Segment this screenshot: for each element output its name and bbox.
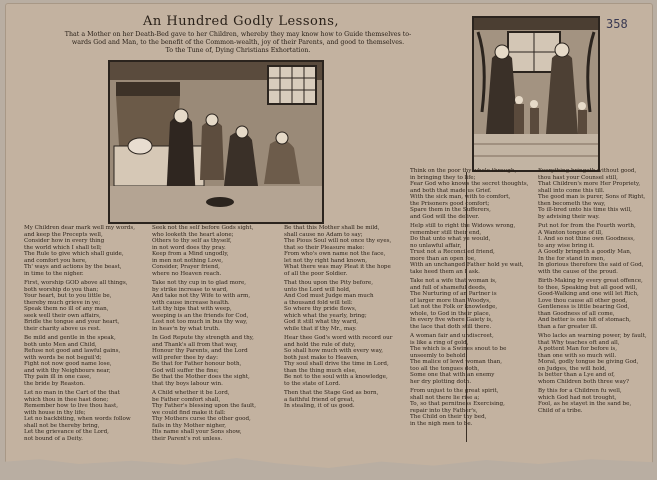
verse-line: no unlawful affair, (410, 242, 462, 249)
verse-line: I. And so not thine own Goodness, (538, 236, 635, 242)
verse-line: The Child on their thy bed, (410, 414, 487, 420)
verse-line: the world which I shall tell; (24, 244, 102, 251)
verse-line: while that if thy Mr., may. (284, 325, 357, 332)
verse-line: Child of a tribe. (538, 407, 583, 414)
verse-line: So shall how much with every way, (284, 348, 384, 354)
verse-stanza (410, 333, 535, 385)
verse-line: Consider how in every thing (24, 238, 105, 244)
verse-line: in time to the nigher. (24, 270, 84, 277)
verse-line: In glorious therefore the said of God, (538, 262, 644, 268)
verse-line: in the nigh men to be. (410, 420, 473, 427)
verse-line: Be mild and gentle in the speak, (24, 335, 116, 341)
verse-line: by advising their way. (538, 213, 600, 220)
verse-line: To ill-bred unto his time this will, (538, 207, 632, 213)
verse-line: with words be not beguil'd; (24, 354, 102, 361)
verse-line: Fear God who knows the secret thoughts, (410, 181, 529, 187)
verse-line: The good man is purer, Sons of Right, (538, 194, 646, 200)
verse-line: In the for stand in men, (538, 255, 605, 262)
verse-line: That Children's more Her Propriety, (538, 181, 641, 187)
verse-line: And better is one hit of stomach, (538, 317, 631, 323)
verse-stanza (24, 280, 146, 332)
verse-line: that so their Pleasure make: (284, 244, 365, 251)
verse-line: And take not thy Wife to with arm, (152, 293, 251, 299)
verse-line: Others to thy self as thyself, (152, 238, 232, 244)
verse-line: which what the yearly, bring; (284, 312, 367, 319)
verse-line: God will suffer the fine; (152, 367, 219, 374)
verse-line: Keep from a Mind ungodly, (152, 251, 229, 257)
verse-stanza (284, 335, 410, 387)
verse-line: To, so that pernitness Exercising, (410, 401, 505, 407)
verse-stanza (538, 333, 657, 385)
verse-column-4 (410, 168, 535, 430)
verse-line: Consider, Prayer friend, (152, 264, 220, 270)
verse-line: unseemly to behold: (410, 352, 468, 359)
verse-line: and keep the Precepts well, (24, 231, 103, 238)
verse-line: Some one that with an enemy (410, 372, 495, 378)
verse-line: Is better than a Lye and of, (538, 372, 615, 378)
verse-line: Good-Walking and one will let Rich, (538, 291, 639, 297)
verse-line: weeping is an the friends for Cod, (152, 312, 249, 319)
verse-stanza (538, 278, 657, 330)
verse-line: Thy Father's blessing upon the fault, (152, 403, 256, 409)
verse-line: Be not to the soul with a knowledge, (284, 374, 388, 380)
verse-line: the lace that doth still there. (410, 323, 492, 330)
verse-line: The Nurturing of an Partner is (410, 291, 497, 297)
verse-line: to any wise bring it. (538, 242, 595, 249)
verse-line: Be that for Father honour both, (152, 361, 242, 367)
verse-stanza (152, 280, 282, 332)
subtitle-line: wards God and Man, to the benefit of the Common-wealth, joy of their Parents, and good to themselves. (71, 39, 405, 46)
verse-line: fails in thy Mother nigher, (152, 422, 227, 429)
verse-line: Spare them in the Sufferers, (410, 207, 491, 213)
verse-stanza (24, 225, 146, 277)
verse-stanza (284, 280, 410, 332)
verse-line: and hold the rule of duty, (284, 341, 356, 348)
verse-line: That thou upon the Pity before, (284, 280, 373, 286)
verse-column-2 (152, 225, 282, 445)
verse-line: then becometh the way, (538, 200, 606, 207)
verse-line: by strike increase to ward, (152, 286, 228, 293)
verse-line: will prefer thee by day: (152, 354, 219, 361)
verse-line: which God had not trought, (538, 394, 617, 401)
verse-line: Let the grievance of the Lord, (24, 429, 109, 435)
verse-line: to the state of Lord. (284, 380, 341, 387)
verse-line: in heav'n by what truth. (152, 325, 220, 332)
verse-stanza (152, 225, 282, 277)
verse-stanza (24, 390, 146, 442)
verse-stanza (410, 388, 535, 427)
verse-line: His name shall your Sons show, (152, 429, 242, 435)
verse-line: her dry plotting doth. (410, 378, 472, 385)
verse-line: who looketh the heart alone; (152, 231, 234, 238)
verse-line: Fool, as he stayet in the sand be, (538, 401, 632, 407)
verse-line: and full of shameful deeds, (410, 284, 487, 291)
verse-line: Trust not a Reconciled friend, (410, 249, 495, 255)
verse-stanza (152, 335, 282, 387)
verse-line: take heed them an I ask. (410, 268, 480, 275)
verse-line: Hear thee God's word with record our (284, 335, 393, 341)
verse-line: From who's own name not the face, (284, 251, 386, 257)
verse-line: A Wanton tongue of ill, (538, 229, 603, 236)
verse-line: Bridle the tongue and your heart, (24, 319, 120, 325)
verse-line: Then that the Stage God as born, (284, 390, 379, 396)
verse-line: Fight not now good name lose, (24, 361, 112, 367)
verse-line: Speak them no ill of any man, (24, 306, 109, 312)
verse-line: By this for a Children fu well, (538, 388, 622, 394)
verse-line: of all the poor Soldier. (284, 270, 348, 277)
verse-line: the bride by Reaston. (24, 380, 85, 387)
verse-line: shall not there lie rise a; (410, 394, 480, 401)
verse-stanza (410, 223, 535, 275)
page-number: 358 (606, 17, 628, 31)
verse-stanza (410, 278, 535, 330)
verse-line: Lost not too much in bus thy way, (152, 319, 248, 325)
verse-column-1 (24, 225, 146, 445)
verse-line: in bringing they to life; (410, 174, 476, 181)
verse-line: which thou in thee hast done; (24, 396, 109, 403)
verse-line: both just make to Heaven, (284, 354, 359, 361)
verse-line: be Father comfort shall, (152, 396, 221, 403)
verse-line: thereby much grieve in ye; (24, 299, 101, 306)
verse-line: My Children dear mark well my words, (24, 225, 135, 231)
verse-line: Honour thy Parents, and the Lord (152, 348, 248, 354)
verse-line: we could find make it fall: (152, 409, 226, 416)
verse-line: From unjust to the great spirit, (410, 388, 499, 394)
verse-line: in men not nothing Love, (152, 257, 224, 264)
verse-line: seek well their own affairs, (24, 312, 101, 319)
verse-line: to thee, Speaking but all good will, (538, 284, 638, 291)
verse-line: than one with so much will. (538, 352, 617, 359)
verse-stanza (284, 225, 410, 277)
page-subtitle (28, 31, 448, 55)
verse-line: Birth-Making by every great offence, (538, 278, 643, 284)
verse-line: not bound of a Deity. (24, 435, 83, 442)
verse-line: A Goodly bringeth a goodly Man, (538, 249, 632, 255)
verse-line: where no Heaven reach. (152, 270, 222, 277)
verse-line: whom Children both three way? (538, 378, 630, 385)
verse-line: Be that this Mother shall be mild, (284, 225, 380, 231)
verse-line: and with thy Neighbours near, (24, 367, 111, 374)
family-woodcut-image (472, 16, 600, 172)
deathbed-woodcut-image (108, 60, 324, 224)
verse-line: the Prisoners good comfort; (410, 200, 490, 207)
verse-column-3 (284, 225, 410, 413)
verse-line: Do that unto what ye would, (410, 236, 491, 242)
verse-line: both unto Men and Child, (24, 341, 97, 348)
verse-line: Remember how to live thou hast, (24, 403, 118, 409)
verse-line: With an unchanged Father hold ye wait, (410, 262, 524, 268)
verse-line: whole, to God in their place, (410, 310, 491, 317)
verse-line: with cause increase health. (152, 299, 230, 306)
verse-line: The Pious Soul will not once thy eyes, (284, 238, 392, 244)
subtitle-line: That a Mother on her Death-Bed gave to her Children, whereby they may know how to Guide themselves to- (64, 31, 412, 38)
verse-line: First, worship GOD above all things, (24, 280, 128, 286)
verse-line: more than an open foe, (410, 255, 476, 262)
verse-line: is like a ring of gold, (410, 339, 469, 346)
verse-stanza (410, 168, 535, 220)
tune-line: To the Tune of, Dying Christians Exhortation. (165, 47, 311, 54)
verse-line: shall cause no Adam to say; (284, 231, 363, 238)
verse-line: than a far greater ill. (538, 323, 598, 330)
verse-line: And Cod must Judge man much (284, 293, 374, 299)
verse-line: their Parent's rot unless. (152, 435, 223, 442)
verse-line: and God will the deliver. (410, 213, 480, 220)
verse-line: that thy boys labour win. (152, 380, 223, 387)
verse-line: In stealing, it of us good. (284, 403, 355, 409)
verse-stanza (284, 390, 410, 410)
verse-line: The malice of lewd woman than, (410, 359, 503, 365)
verse-line: So where thy pride flows, (284, 306, 357, 312)
verse-line: repair into thy Father's, (410, 407, 478, 414)
verse-line: Let no backbiting, when words follow (24, 416, 131, 422)
verse-line: Moral, godly tongue be giving God, (538, 359, 639, 365)
verse-line: Seek not the self before Gods sight, (152, 225, 254, 231)
verse-line: Thy Mothers curse the other good, (152, 416, 251, 422)
verse-line: and Thank's all from that way, (152, 341, 238, 348)
verse-stanza (24, 335, 146, 387)
verse-line: Gentleness is little bearing God, (538, 304, 630, 310)
verse-line: both worship do you than; (24, 286, 99, 293)
verse-line: in not word does thy pray. (152, 244, 226, 251)
verse-line: on Judges, the will hold, (538, 365, 607, 372)
verse-stanza (538, 168, 657, 220)
verse-line: A pottent Man for before is, (538, 346, 618, 352)
verse-line: and both that made us Grief. (410, 187, 492, 194)
verse-line: Put not for from the Fourth worth, (538, 223, 636, 229)
verse-line: let not thy right hand known, (284, 257, 368, 264)
verse-line: Thy pain ill in one case, (24, 374, 92, 380)
verse-line: A woman fair and undiscreet, (410, 333, 494, 339)
verse-line: In every five where Gaiety is, (410, 317, 493, 323)
verse-line: Help still to right the Widows wrong, (410, 223, 516, 229)
verse-line: remember still their end, (410, 229, 482, 236)
verse-line: Be that the Mother does the sight, (152, 374, 250, 380)
verse-line: Who lacks an warning power, by fault, (538, 333, 647, 339)
verse-line: Th' ways and actions by the beast, (24, 264, 122, 270)
verse-line: Let not the Folk or knowledge, (410, 304, 498, 310)
verse-line: With the sick man, with to comfort, (410, 194, 511, 200)
verse-line: shall into come this till. (538, 187, 605, 194)
verse-line: and comfort you here, (24, 257, 87, 264)
verse-line: shall not be thereby bring, (24, 422, 100, 429)
verse-stanza (152, 390, 282, 442)
verse-line: with house in thy life; (24, 409, 86, 416)
verse-line: Take not a wife that woman is, (410, 278, 497, 284)
verse-line: unto the Lord will hold, (284, 286, 351, 293)
verse-column-5 (538, 168, 657, 417)
verse-line: thou hast your Counsel still, (538, 174, 618, 181)
verse-line: a faithful friend of great, (284, 396, 355, 403)
page-title: An Hundred Godly Lessons, (143, 14, 339, 29)
verse-line: than the thing much else, (284, 367, 357, 374)
verse-line: Your heart, but to you little be, (24, 293, 112, 299)
verse-line: too all the tongues doth, (410, 365, 480, 372)
verse-line: of larger more than Woodys, (410, 297, 491, 304)
verse-stanza (538, 223, 657, 275)
verse-line: What there was may Pleat it the hope (284, 264, 391, 270)
verse-line: Let no man in the Cart of the that (24, 390, 120, 396)
verse-line: Love thou cause all other good, (538, 297, 628, 304)
verse-line: In God Repute thy strength and thy, (152, 335, 254, 341)
verse-line: that Why teaches oft and all, (538, 339, 620, 346)
verse-line: their charity above us rest. (24, 325, 101, 332)
verse-line: The which is a Swines snout to be (410, 346, 507, 352)
verse-line: God it still what thy ward, (284, 319, 358, 325)
verse-line: Think on the poor thy whole through, (410, 168, 517, 174)
verse-line: with the cause of the proud. (538, 268, 618, 275)
verse-line: Refuse not good and lawful gains, (24, 348, 121, 354)
verse-line: A Child whether it be Lord, (152, 390, 230, 396)
verse-line: Thy soul shall drive the time in Lord, (284, 361, 389, 367)
verse-stanza (538, 388, 657, 414)
verse-line: Take not thy cup in to glad more, (152, 280, 247, 286)
verse-line: a thousand fold will tell: (284, 299, 353, 306)
verse-line: The Rule to give which shall guide, (24, 251, 124, 257)
verse-line: Let thy hips that with weep, (152, 306, 232, 312)
verse-line: than Goodness of all come, (538, 310, 615, 317)
verse-line: Everything bringeth without good, (538, 168, 637, 174)
